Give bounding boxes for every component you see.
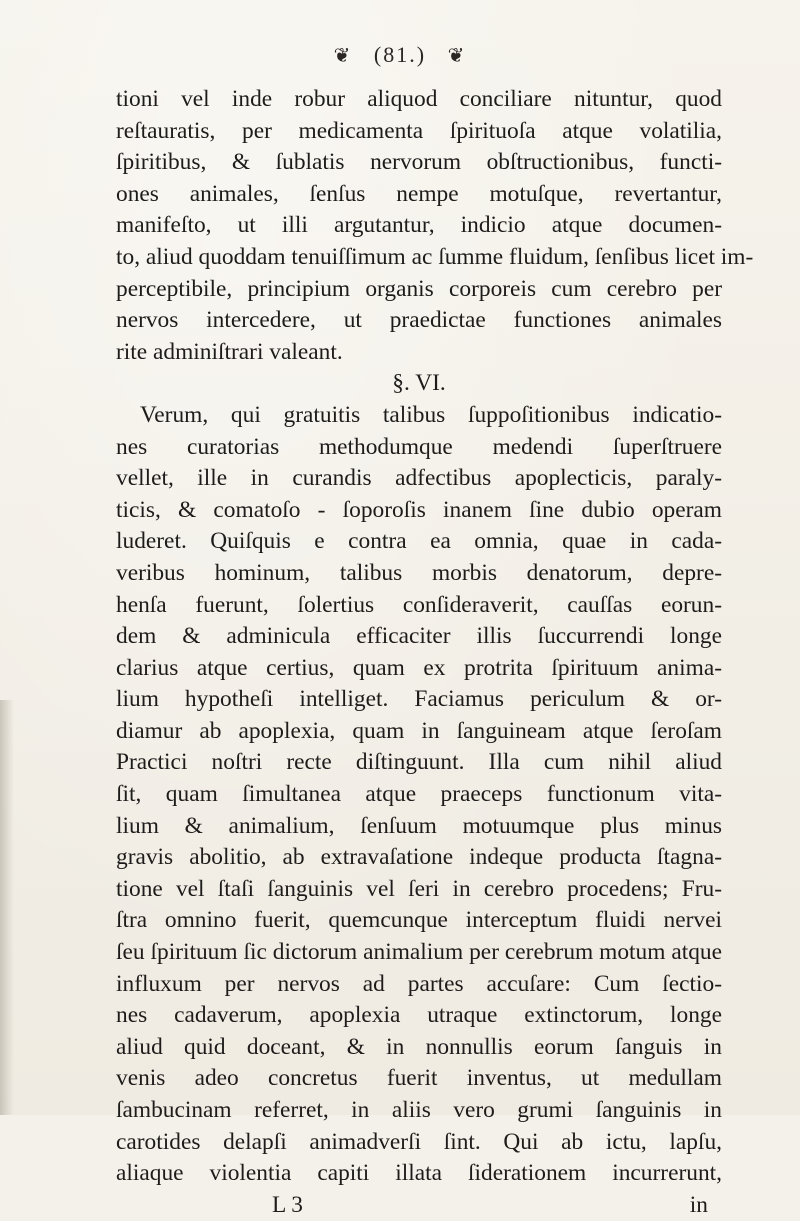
text-line: perceptibile, principium organis corporeis cum cerebro per [116,275,722,302]
text-line: luderet. Quiſquis e contra ea omnia, quae in cada- [116,528,722,555]
fleuron-left-icon: ❦ [333,45,353,67]
signature-mark: L 3 [272,1191,303,1218]
text-line: reſtauratis, per medicamenta ſpirituoſa atque volatilia, [116,117,722,144]
text-line: ſambucinam referret, in aliis vero grumi ſanguinis in [116,1097,722,1123]
text-line: manifeſto, ut illi argutantur, indicio atque documen- [116,212,722,239]
text-line: vellet, ille in curandis adfectibus apoplecticis, paraly- [116,465,722,492]
text-line: lium & animalium, ſenſuum motuumque plus minus [116,812,722,839]
text-line: ticis, & comatoſo - ſoporoſis inanem ſine dubio operam [116,496,722,523]
page-binding-shadow [0,700,14,1115]
text-line: Practici noſtri recte diſtinguunt. Illa cum nihil aliud [116,749,722,776]
page-header [0,42,800,68]
text-line: aliaque violentia capiti illata ſiderationem incurrerunt, [116,1160,722,1187]
text-line: to, aliud quoddam tenuiſſimum ac ſumme fluidum, ſenſibus licet im- [116,243,754,270]
catchword: in [689,1191,708,1218]
text-line: ſeu ſpirituum ſic dictorum animalium per cerebrum motum atque [116,939,722,966]
text-line: influxum per nervos ad partes accuſare: Cum ſectio- [116,970,722,997]
text-line: ſtra omnino fuerit, quemcunque interceptum fluidi nervei [116,907,722,934]
text-line: ſpiritibus, & ſublatis nervorum obſtructionibus, functi- [116,149,722,176]
text-line: aliud quid doceant, & in nonnullis eorum ſanguis in [116,1033,722,1060]
text-line: carotides delapſi animadverſi ſint. Qui ab ictu, lapſu, [116,1128,722,1155]
text-line: diamur ab apoplexia, quam in ſanguineam atque ſeroſam [116,717,722,744]
text-line: henſa fuerunt, ſolertius conſideraverit, cauſſas eorun- [116,591,722,618]
text-line: gravis abolitio, ab extravaſatione indeque producta ſtagna- [116,844,722,871]
text-line: nes curatorias methodumque medendi ſuperſtruere [116,433,722,460]
text-line: rite adminiſtrari valeant. [116,338,343,365]
text-line: lium hypotheſi intelliget. Faciamus periculum & or- [116,686,722,713]
page-footer [116,1190,722,1221]
text-line: nervos intercedere, ut praedictae functiones animales [116,307,722,334]
text-line: dem & adminicula efficaciter illis ſuccurrendi longe [116,623,722,650]
text-line: tioni vel inde robur aliquod conciliare nituntur, quod [116,86,722,112]
text-line: clarius atque certius, quam ex protrita ſpirituum anima- [116,654,722,681]
text-line: nes cadaverum, apoplexia utraque extinctorum, longe [116,1002,722,1029]
text-line: tione vel ſtaſi ſanguinis vel ſeri in cerebro procedens; Fru- [116,875,722,902]
body-text [116,84,754,1221]
text-line: Verum, qui gratuitis talibus ſuppoſitionibus indicatio- [140,401,722,428]
text-line: ones animales, ſenſus nempe motuſque, revertantur, [116,180,722,207]
text-line: ſit, quam ſimultanea atque praeceps functionum vita- [116,781,722,808]
text-line: venis adeo concretus fuerit inventus, ut medullam [116,1065,722,1092]
text-line: veribus hominum, talibus morbis denatorum, depre- [116,559,722,586]
fleuron-right-icon: ❦ [447,45,467,67]
section-heading: §. VI. [392,370,446,397]
page-number: (81.) [373,42,427,67]
